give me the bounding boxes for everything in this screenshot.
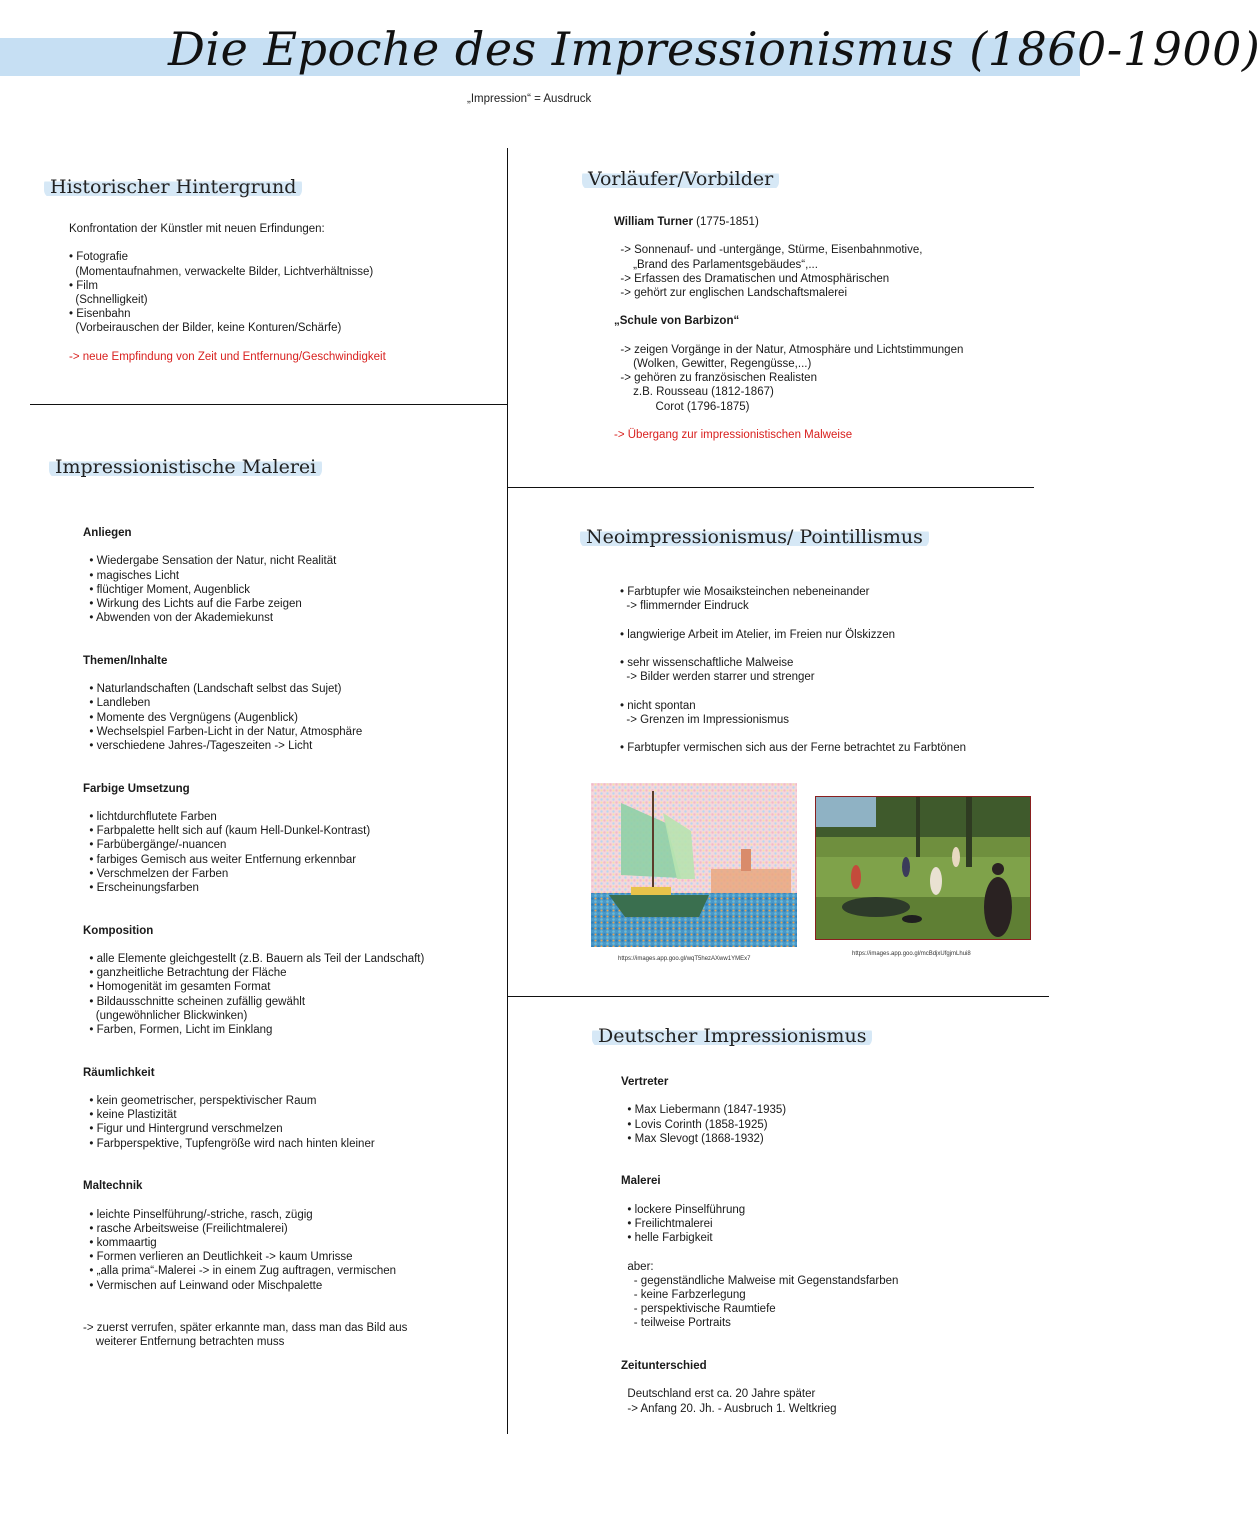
malerei-heading: Komposition [83,924,154,937]
page-subtitle: „Impression“ = Ausdruck [467,93,592,105]
painting-park-svg [816,797,1030,939]
list-item: • Farbperspektive, Tupfengröße wird nach hinten kleiner [83,1137,375,1150]
list-item: • Abwenden von der Akademiekunst [83,612,274,625]
divider-left [30,404,507,405]
vorlaeufer-conclusion: -> Übergang zur impressionistischen Malweise [614,428,853,441]
malerei-heading: Anliegen [83,527,132,539]
painting-harbour-image [591,783,797,947]
list-item: • Lovis Corinth (1858-1925) [621,1118,768,1131]
list-item: • sehr wissenschaftliche Malweise [620,656,794,669]
column-divider [507,148,508,1434]
list-item: z.B. Rousseau (1812-1867) [614,386,774,399]
list-item: • Erscheinungsfarben [83,881,199,894]
caption-painting-1: https://images.app.goo.gl/wqT5hezAXww1YMEx7 [618,956,751,962]
list-item: (Schnelligkeit) [69,294,148,306]
list-item: • flüchtiger Moment, Augenblick [83,583,251,596]
list-item: -> Erfassen des Dramatischen und Atmosphärischen [614,272,890,285]
list-item: • alle Elemente gleichgestellt (z.B. Bauern als Teil der Landschaft) [83,952,425,965]
list-item: • Bildausschnitte scheinen zufällig gewählt [83,995,306,1008]
list-item: • Freilichtmalerei [621,1217,713,1230]
list-item: (Momentaufnahmen, verwackelte Bilder, Lichtverhältnisse) [69,265,374,278]
list-item: • Farben, Formen, Licht im Einklang [83,1023,273,1036]
list-item: • langwierige Arbeit im Atelier, im Freien nur Ölskizzen [620,628,896,641]
page-title: Die Epoche des Impressionismus (1860-1900) [168,22,1260,76]
malerei-conclusion: weiterer Entfernung betrachten muss [83,1336,285,1349]
list-item: • Farbübergänge/-nuancen [83,839,227,852]
list-item: • Farbpalette hellt sich auf (kaum Hell-Dunkel-Kontrast) [83,825,371,838]
deutsch-malerei-heading: Malerei [621,1175,661,1188]
malerei-heading: Maltechnik [83,1180,143,1193]
list-item: • Wirkung des Lichts auf die Farbe zeigen [83,598,302,610]
list-item: • magisches Licht [83,569,180,582]
malerei-heading: Themen/Inhalte [83,654,168,667]
list-item: - keine Farbzerlegung [621,1288,746,1301]
list-item: • Figur und Hintergrund verschmelzen [83,1123,283,1136]
turner-years: (1775-1851) [692,216,759,228]
list-item: - perspektivische Raumtiefe [621,1303,776,1316]
section-title-malerei: Impressionistische Malerei [49,456,322,478]
list-item: • Eisenbahn [69,308,131,321]
malerei-body [83,526,424,1350]
list-item: „Brand des Parlamentsgebäudes“,... [614,258,818,271]
list-item: -> Bilder werden starrer und strenger [620,671,815,684]
historisch-body [69,222,386,364]
list-item: -> flimmernder Eindruck [620,600,749,613]
list-item: -> Grenzen im Impressionismus [620,713,790,726]
list-item: • „alla prima“-Malerei -> in einem Zug auftragen, vermischen [83,1265,397,1278]
list-item: • lockere Pinselführung [621,1203,746,1216]
list-item: • Film [69,279,98,292]
deutsch-body [621,1075,898,1416]
list-item: -> Sonnenauf- und -untergänge, Stürme, Eisenbahnmotive, [614,244,923,257]
list-item: • keine Plastizität [83,1109,177,1122]
list-item: (Vorbeirauschen der Bilder, keine Konturen/Schärfe) [69,322,342,335]
list-item: • Wechselspiel Farben-Licht in der Natur, Atmosphäre [83,725,363,738]
list-item: -> gehört zur englischen Landschaftsmalerei [614,287,848,299]
list-item: • Landleben [83,697,151,710]
painting-park-image [815,796,1031,940]
list-item: • nicht spontan [620,699,696,712]
caption-painting-2: https://images.app.goo.gl/mcBdjxUfgjmLhui8 [852,951,971,957]
divider-right-1 [507,487,1034,488]
section-title-neo: Neoimpressionismus/ Pointillismus [580,526,929,548]
list-item: aber: [621,1260,654,1273]
vorlaeufer-body [614,215,963,442]
list-item: -> zeigen Vorgänge in der Natur, Atmosphäre und Lichtstimmungen [614,343,964,356]
list-item: -> Anfang 20. Jh. - Ausbruch 1. Weltkrieg [621,1402,837,1415]
list-item: Deutschland erst ca. 20 Jahre später [621,1388,816,1401]
zeit-heading: Zeitunterschied [621,1359,707,1372]
list-item: • leichte Pinselführung/-striche, rasch, zügig [83,1208,313,1221]
barbizon-title: „Schule von Barbizon“ [614,315,740,328]
list-item: • Verschmelzen der Farben [83,867,229,880]
malerei-conclusion: -> zuerst verrufen, später erkannte man, dass man das Bild aus [83,1322,408,1335]
list-item: - gegenständliche Malweise mit Gegenstandsfarben [621,1274,899,1287]
list-item: • lichtdurchflutete Farben [83,810,217,823]
list-item: • verschiedene Jahres-/Tageszeiten -> Licht [83,739,313,752]
list-item: • Farbtupfer vermischen sich aus der Ferne betrachtet zu Farbtönen [620,742,966,755]
section-title-vorlaeufer: Vorläufer/Vorbilder [582,168,779,190]
malerei-heading: Farbige Umsetzung [83,782,190,795]
list-item: • Naturlandschaften (Landschaft selbst das Sujet) [83,683,342,696]
list-item: Corot (1796-1875) [614,400,750,413]
list-item: • Max Liebermann (1847-1935) [621,1104,787,1117]
historisch-intro: Konfrontation der Künstler mit neuen Erfindungen: [69,223,325,235]
divider-right-2 [507,996,1049,997]
historisch-conclusion: -> neue Empfindung von Zeit und Entfernung/Geschwindigkeit [69,350,386,363]
list-item: • Wiedergabe Sensation der Natur, nicht Realität [83,555,337,568]
malerei-heading: Räumlichkeit [83,1066,155,1079]
list-item: • helle Farbigkeit [621,1232,713,1245]
turner-name: William Turner [614,216,693,228]
section-title-deutsch: Deutscher Impressionismus [592,1025,872,1047]
list-item: • Fotografie [69,251,128,264]
list-item: - teilweise Portraits [621,1317,731,1330]
list-item: -> gehören zu französischen Realisten [614,372,817,385]
section-title-historisch: Historischer Hintergrund [44,176,302,198]
neo-body [620,585,966,755]
list-item: • ganzheitliche Betrachtung der Fläche [83,967,287,980]
list-item: • Vermischen auf Leinwand oder Mischpalette [83,1279,323,1292]
list-item: • rasche Arbeitsweise (Freilichtmalerei) [83,1222,288,1235]
list-item: • Homogenität im gesamten Format [83,981,271,994]
list-item: • Max Slevogt (1868-1932) [621,1132,764,1145]
list-item: (Wolken, Gewitter, Regengüsse,...) [614,357,812,370]
list-item: • kommaartig [83,1236,157,1249]
list-item: (ungewöhnlicher Blickwinken) [83,1009,248,1022]
list-item: • Formen verlieren an Deutlichkeit -> kaum Umrisse [83,1251,353,1264]
list-item: • kein geometrischer, perspektivischer Raum [83,1094,317,1107]
painting-harbour-svg [591,783,797,947]
list-item: • Farbtupfer wie Mosaiksteinchen nebeneinander [620,586,870,598]
list-item: • farbiges Gemisch aus weiter Entfernung erkennbar [83,853,357,866]
list-item: • Momente des Vergnügens (Augenblick) [83,711,298,724]
vertreter-heading: Vertreter [621,1076,669,1088]
